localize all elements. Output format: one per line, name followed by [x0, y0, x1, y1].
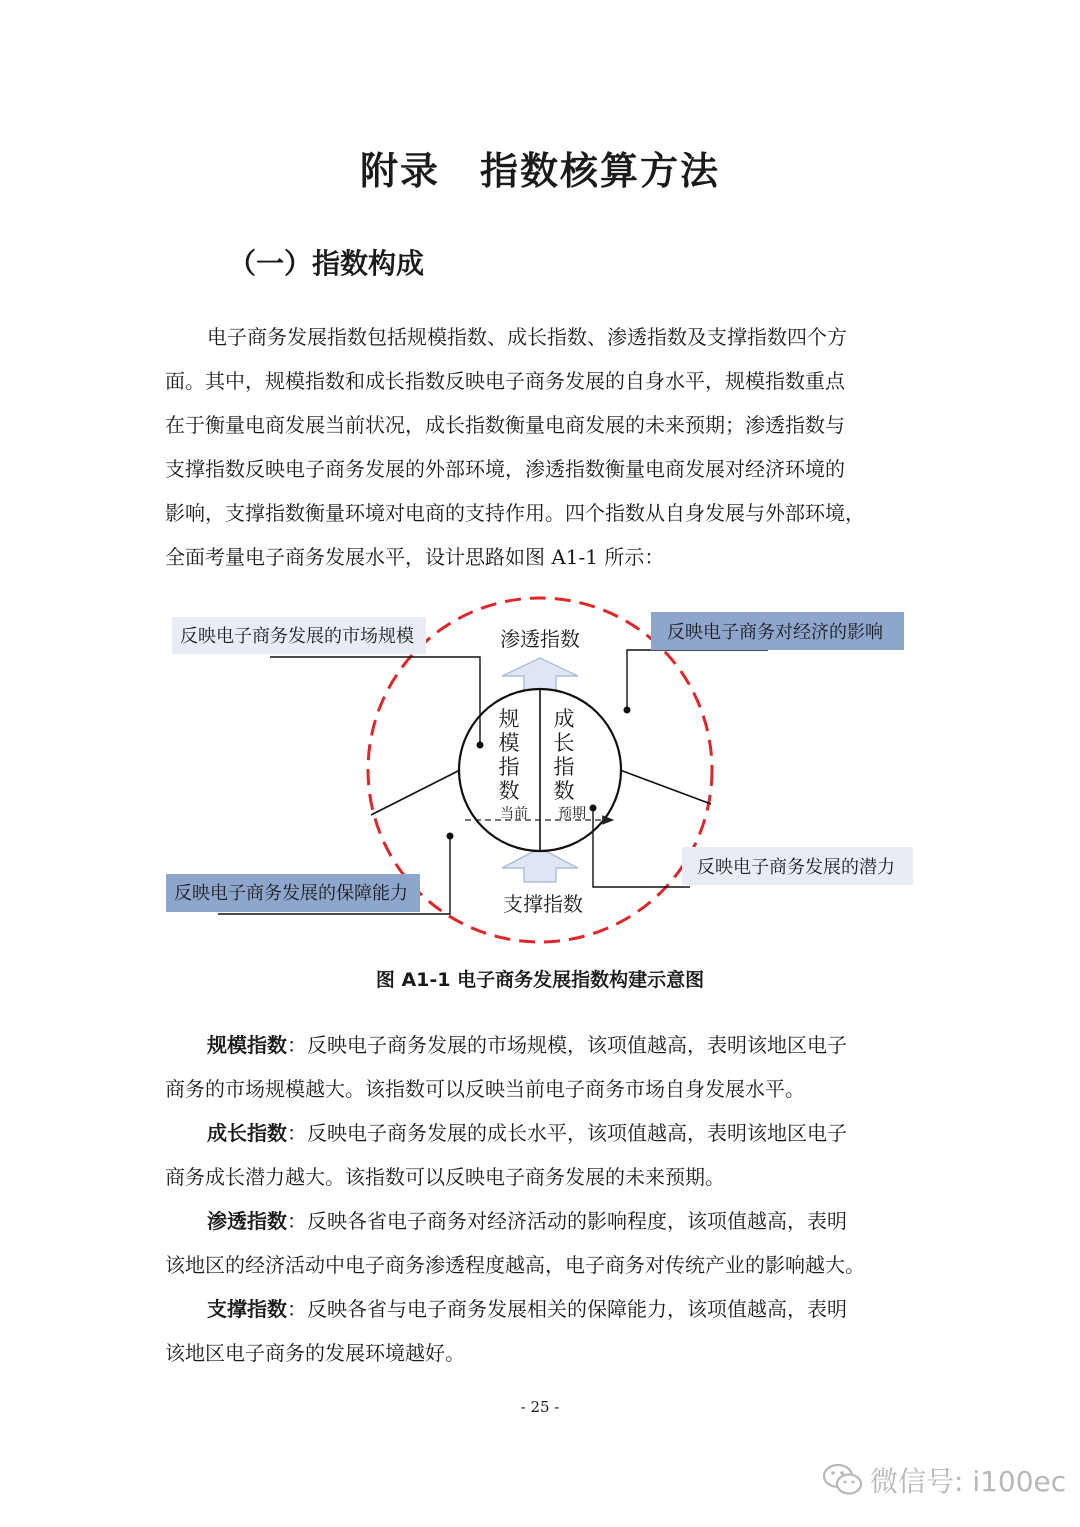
- intro-line: 影响，支撑指数衡量环境对电商的支持作用。四个指数从自身发展与外部环境，: [165, 501, 865, 525]
- intro-line: 面。其中，规模指数和成长指数反映电子商务发展的自身水平，规模指数重点: [165, 369, 845, 393]
- definition-line: [165, 1023, 917, 1067]
- definition-sep: ：: [287, 1209, 307, 1233]
- current-label: 当前: [500, 806, 528, 822]
- left-index-char: 模: [498, 731, 520, 755]
- bottom-index-name: 支撑指数: [503, 892, 583, 916]
- intro-line: 全面考量电子商务发展水平，设计思路如图 A1-1 所示：: [165, 545, 665, 569]
- definition-term: 支撑指数: [207, 1297, 287, 1321]
- section-heading: （一）指数构成: [228, 247, 425, 280]
- definition-term: 成长指数: [207, 1121, 287, 1145]
- connector-dot: [477, 742, 484, 749]
- definition-line: [165, 1111, 917, 1155]
- watermark-text: 微信号: i100ec: [870, 1465, 1067, 1498]
- figure-caption: 图 A1-1 电子商务发展指数构建示意图: [375, 969, 705, 991]
- label-support: 反映电子商务发展的保障能力: [174, 883, 408, 904]
- left-index-char: 规: [498, 707, 520, 731]
- left-index-char: 数: [498, 779, 520, 803]
- wechat-watermark: [822, 1458, 1067, 1504]
- intro-line: 支撑指数反映电子商务发展的外部环境，渗透指数衡量电商发展对经济环境的: [165, 457, 845, 481]
- spoke-left: [371, 770, 460, 815]
- definition-line: 该地区电子商务的发展环境越好。: [165, 1341, 465, 1365]
- top-index-name: 渗透指数: [500, 627, 580, 651]
- label-scale: 反映电子商务发展的市场规模: [180, 626, 414, 647]
- connector-scale: [270, 657, 480, 745]
- right-index-char: 长: [553, 731, 575, 755]
- wechat-icon: [822, 1462, 864, 1498]
- right-index-char: 数: [553, 779, 575, 803]
- definition-term: 渗透指数: [207, 1209, 287, 1233]
- label-economy: 反映电子商务对经济的影响: [667, 622, 883, 643]
- spoke-right: [620, 770, 711, 804]
- definition-text: 反映电子商务发展的市场规模，该项值越高，表明该地区电子: [307, 1033, 847, 1057]
- definition-line: 商务成长潜力越大。该指数可以反映电子商务发展的未来预期。: [165, 1165, 725, 1189]
- expected-label: 预期: [558, 806, 586, 822]
- definition-text: 反映各省与电子商务发展相关的保障能力，该项值越高，表明: [307, 1297, 847, 1321]
- page-number: - 25 -: [520, 1398, 560, 1416]
- definition-sep: ：: [287, 1297, 307, 1321]
- definition-term: 规模指数: [207, 1033, 287, 1057]
- definition-sep: ：: [287, 1033, 307, 1057]
- left-index-char: 指: [498, 755, 520, 779]
- up-arrow-bottom: [502, 848, 578, 882]
- connector-dot: [590, 805, 597, 812]
- connector-dot: [624, 707, 631, 714]
- label-potential: 反映电子商务发展的潜力: [697, 857, 895, 878]
- definition-line: [165, 1199, 917, 1243]
- definitions: [165, 1023, 917, 1375]
- definition-sep: ：: [287, 1121, 307, 1145]
- right-index-char: 成: [553, 707, 575, 731]
- definition-line: [165, 1287, 917, 1331]
- definition-text: 反映各省电子商务对经济活动的影响程度，该项值越高，表明: [307, 1209, 847, 1233]
- right-index-char: 指: [553, 755, 575, 779]
- intro-line: 电子商务发展指数包括规模指数、成长指数、渗透指数及支撑指数四个方: [207, 325, 847, 349]
- connector-dot: [447, 833, 454, 840]
- up-arrow-top: [502, 658, 578, 690]
- definition-text: 反映电子商务发展的成长水平，该项值越高，表明该地区电子: [307, 1121, 847, 1145]
- intro-line: 在于衡量电商发展当前状况，成长指数衡量电商发展的未来预期；渗透指数与: [165, 413, 845, 437]
- definition-line: 该地区的经济活动中电子商务渗透程度越高，电子商务对传统产业的影响越大。: [165, 1253, 865, 1277]
- page-title: 附录 指数核算方法: [359, 149, 720, 193]
- definition-line: 商务的市场规模越大。该指数可以反映当前电子商务市场自身发展水平。: [165, 1077, 805, 1101]
